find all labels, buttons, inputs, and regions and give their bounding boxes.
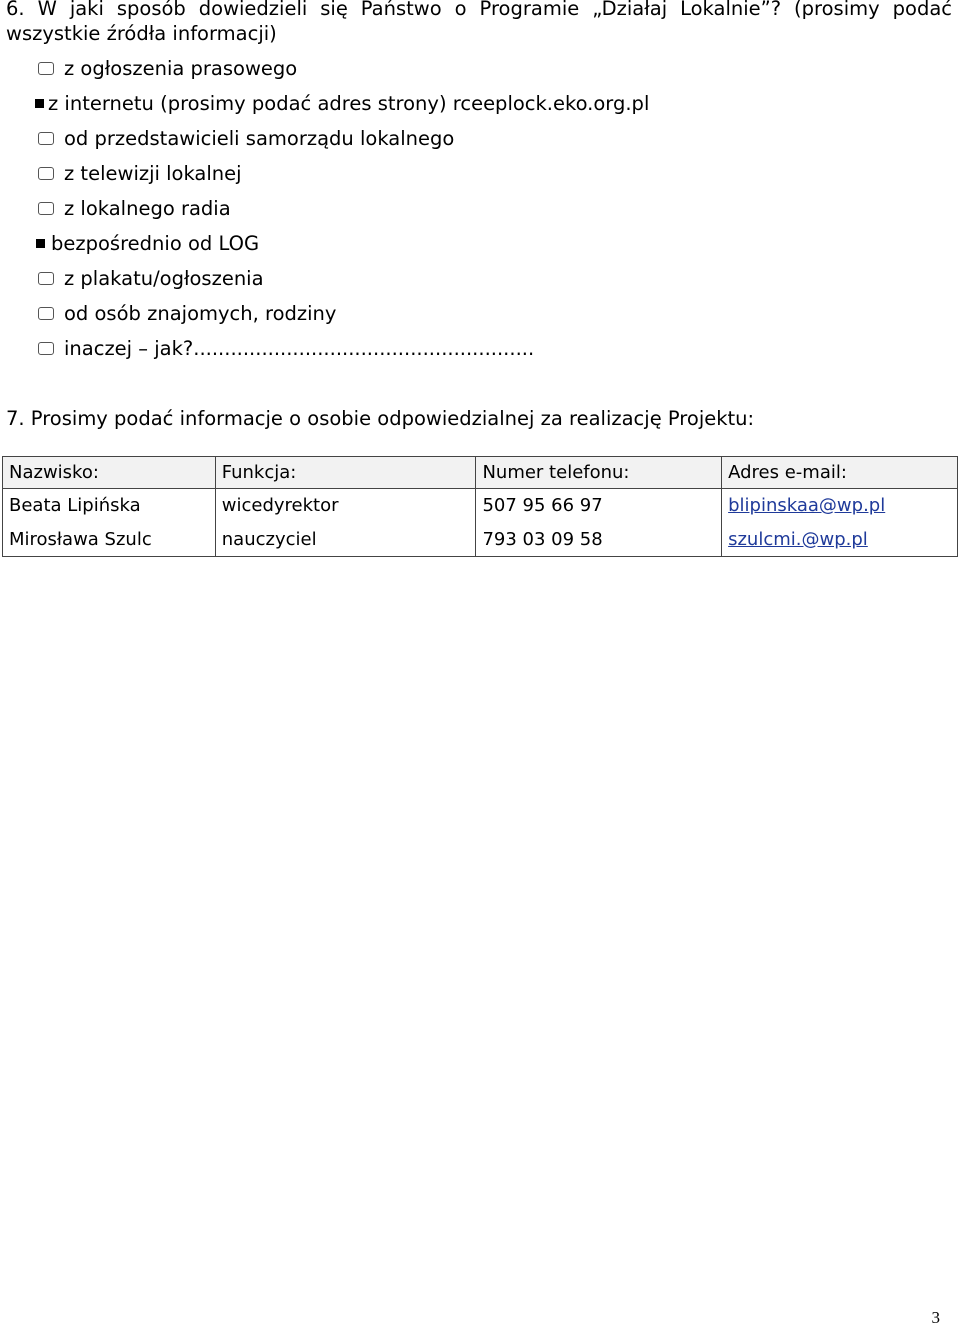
- page-number: 3: [931, 1308, 940, 1327]
- option-label: z ogłoszenia prasowego: [64, 56, 298, 80]
- header-function: Funkcja:: [215, 457, 476, 489]
- option-press-ad[interactable]: [38, 57, 297, 79]
- checkbox-checked-icon[interactable]: [36, 239, 45, 248]
- option-local-government[interactable]: [38, 127, 454, 149]
- question-7-heading: 7. Prosimy podać informacje o osobie odpowiedzialnej za realizację Projektu:: [6, 407, 755, 430]
- responsible-person-table: [2, 456, 958, 557]
- option-internet[interactable]: [35, 92, 649, 114]
- cell-function: wicedyrektor: [215, 489, 476, 523]
- option-label: z internetu (prosimy podać adres strony) rceeplock.eko.org.pl: [48, 91, 650, 115]
- email-link[interactable]: szulcmi.@wp.pl: [728, 528, 868, 550]
- option-local-radio[interactable]: [38, 197, 231, 219]
- checkbox-unchecked-icon[interactable]: [38, 62, 54, 75]
- cell-surname: Mirosława Szulc: [3, 522, 216, 557]
- table-row: [3, 522, 958, 557]
- option-label: bezpośrednio od LOG: [51, 231, 260, 255]
- cell-email: [722, 522, 958, 557]
- checkbox-unchecked-icon[interactable]: [38, 307, 54, 320]
- cell-phone: 793 03 09 58: [476, 522, 722, 557]
- checkbox-unchecked-icon[interactable]: [38, 202, 54, 215]
- option-directly-log[interactable]: [36, 232, 259, 254]
- cell-function: nauczyciel: [215, 522, 476, 557]
- checkbox-checked-icon[interactable]: [35, 99, 44, 108]
- table-header-row: [3, 457, 958, 489]
- checkbox-unchecked-icon[interactable]: [38, 167, 54, 180]
- header-surname: Nazwisko:: [3, 457, 216, 489]
- option-label: od osób znajomych, rodziny: [64, 301, 337, 325]
- option-poster[interactable]: [38, 267, 264, 289]
- header-phone: Numer telefonu:: [476, 457, 722, 489]
- checkbox-unchecked-icon[interactable]: [38, 132, 54, 145]
- option-local-tv[interactable]: [38, 162, 242, 184]
- option-label: inaczej – jak?.......................................................: [64, 336, 535, 360]
- option-label: z telewizji lokalnej: [64, 161, 242, 185]
- option-label: od przedstawicieli samorządu lokalnego: [64, 126, 455, 150]
- option-other[interactable]: [38, 337, 534, 359]
- table-row: [3, 489, 958, 523]
- cell-surname: Beata Lipińska: [3, 489, 216, 523]
- header-email: Adres e-mail:: [722, 457, 958, 489]
- option-label: z lokalnego radia: [64, 196, 231, 220]
- cell-email: [722, 489, 958, 523]
- checkbox-unchecked-icon[interactable]: [38, 342, 54, 355]
- option-friends-family[interactable]: [38, 302, 336, 324]
- cell-phone: 507 95 66 97: [476, 489, 722, 523]
- email-link[interactable]: blipinskaa@wp.pl: [728, 495, 886, 516]
- checkbox-unchecked-icon[interactable]: [38, 272, 54, 285]
- question-6-heading: 6. W jaki sposób dowiedzieli się Państwo o Programie „Działaj Lokalnie”? (prosimy podać wszystkie źródła informacji): [6, 0, 952, 45]
- option-label: z plakatu/ogłoszenia: [64, 266, 264, 290]
